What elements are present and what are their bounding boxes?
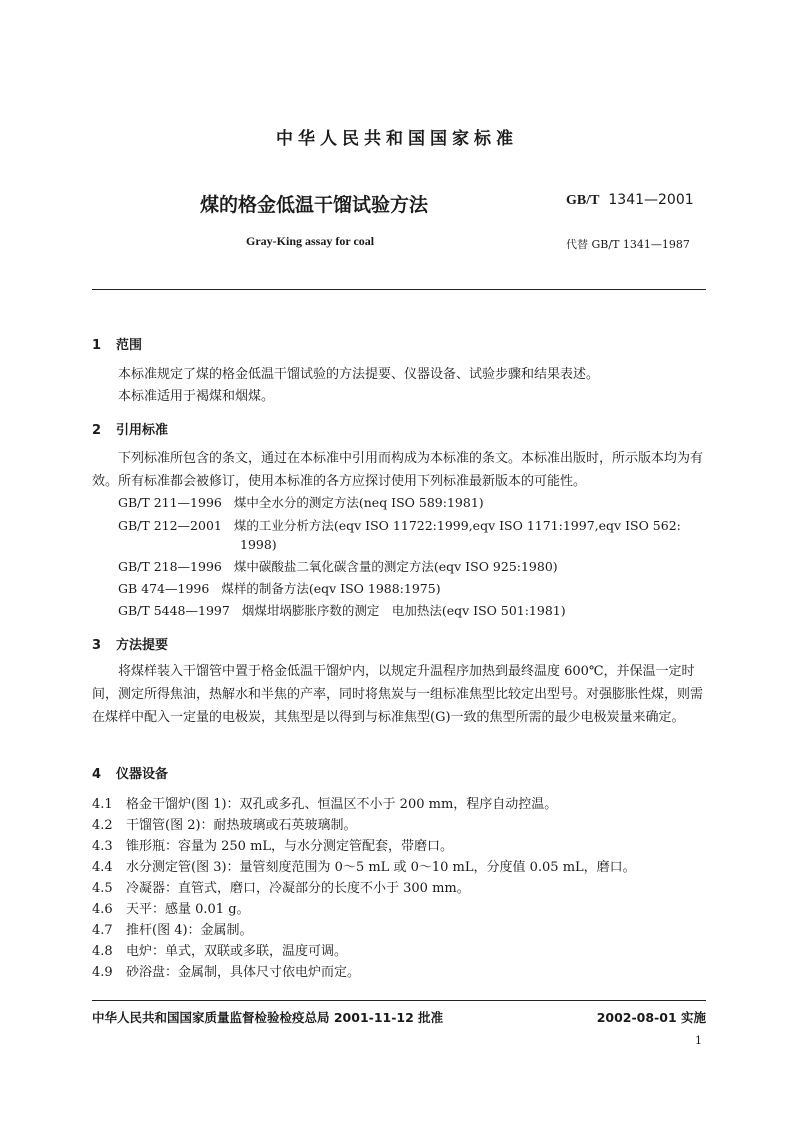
section-title: 方法提要 (116, 638, 169, 653)
item-number: 4.4 (92, 860, 113, 875)
item-number: 4.6 (92, 902, 113, 917)
section-title: 仪器设备 (116, 767, 169, 782)
section-2-paragraph-1: 下列标准所包含的条文，通过在本标准中引用而构成为本标准的条文。本标准出版时，所示版本均为有效。所有标准都会被修订，使用本标准的各方应探讨使用下列标准最新版本的可能性。 (92, 451, 704, 489)
reference-item (118, 493, 484, 511)
reference-code: GB/T 211—1996 (118, 495, 222, 510)
equipment-item (92, 919, 253, 938)
reference-title: 煤中全水分的测定方法(neq ISO 589:1981) (233, 495, 484, 510)
item-text: 干馏管(图 2)：耐热玻璃或石英玻璃制。 (126, 818, 357, 833)
item-number: 4.2 (92, 818, 113, 833)
section-1-paragraph-1: 本标准规定了煤的格金低温干馏试验的方法提要、仪器设备、试验步骤和结果表述。 (118, 367, 600, 382)
page-number: 1 (695, 1034, 702, 1047)
reference-code: GB/T 212—2001 (118, 518, 222, 533)
document-title-cn: 煤的格金低温干馏试验方法 (200, 194, 429, 216)
section-3-heading (92, 634, 168, 653)
item-number: 4.7 (92, 923, 113, 938)
footer-divider (92, 1000, 706, 1001)
item-text: 锥形瓶：容量为 250 mL，与水分测定管配套，带磨口。 (126, 839, 454, 854)
reference-title: 煤的工业分析方法(eqv ISO 11722:1999,eqv ISO 1171:1997,eqv ISO 562: (233, 518, 681, 533)
header-divider (92, 289, 706, 290)
item-text: 天平：感量 0.01 g。 (126, 902, 250, 917)
standard-prefix: GB/T (566, 193, 600, 208)
equipment-item (92, 961, 360, 980)
section-number: 3 (92, 638, 102, 653)
document-title-en: Gray-King assay for coal (246, 234, 375, 248)
section-3-paragraph-1: 将煤样装入干馏管中置于格金低温干馏炉内，以规定升温程序加热到最终温度 600℃，并保温一定时间，测定所得焦油，热解水和半焦的产率，同时将焦炭与一组标准焦型比较定出型号。对强膨胀性煤，则需在煤样中配入一定量的电极炭，其焦型是以得到与标准焦型(G)一致的焦型所需的最少电极炭量来确定。 (92, 664, 704, 725)
equipment-item (92, 793, 557, 812)
equipment-item (92, 898, 250, 917)
reference-title: 煤样的制备方法(eqv ISO 1988:1975) (221, 581, 441, 596)
replaces-standard: 代替 GB/T 1341—1987 (566, 238, 690, 251)
reference-title: 煤中碳酸盐二氧化碳含量的测定方法(eqv ISO 925:1980) (233, 559, 558, 574)
item-number: 4.8 (92, 944, 113, 959)
reference-title: 烟煤坩埚膨胀序数的测定 电加热法(eqv ISO 501:1981) (241, 603, 566, 618)
item-number: 4.3 (92, 839, 113, 854)
item-number: 4.1 (92, 797, 113, 812)
section-number: 4 (92, 767, 102, 782)
section-number: 1 (92, 338, 102, 353)
reference-item (118, 579, 441, 597)
reference-item (118, 557, 558, 575)
section-1-heading (92, 334, 142, 353)
equipment-item (92, 814, 357, 833)
item-number: 4.5 (92, 881, 113, 896)
reference-title-continuation: 1998) (240, 537, 277, 552)
section-title: 引用标准 (116, 423, 169, 438)
section-4-heading (92, 763, 168, 782)
national-standard-heading: 中华人民共和国国家标准 (276, 129, 518, 149)
item-text: 砂浴盘：金属制，具体尺寸依电炉而定。 (126, 965, 361, 980)
equipment-item (92, 856, 636, 875)
reference-code: GB 474—1996 (118, 581, 210, 596)
standard-number-value: 1341—2001 (608, 192, 694, 208)
equipment-item (92, 940, 347, 959)
reference-code: GB/T 218—1996 (118, 559, 222, 574)
reference-item (118, 601, 566, 619)
section-number: 2 (92, 423, 102, 438)
section-title: 范围 (116, 338, 143, 353)
section-2-heading (92, 419, 168, 438)
approval-statement: 中华人民共和国国家质量监督检验检疫总局 2001-11-12 批准 (92, 1010, 444, 1025)
item-text: 格金干馏炉(图 1)：双孔或多孔、恒温区不小于 200 mm，程序自动控温。 (126, 797, 558, 812)
implementation-date: 2002-08-01 实施 (596, 1010, 706, 1025)
reference-item (118, 516, 681, 534)
item-text: 电炉：单式，双联或多联，温度可调。 (126, 944, 348, 959)
reference-code: GB/T 5448—1997 (118, 603, 230, 618)
item-text: 冷凝器：直管式，磨口，冷凝部分的长度不小于 300 mm。 (126, 881, 470, 896)
equipment-item (92, 835, 453, 854)
standard-number (566, 192, 694, 209)
section-1-paragraph-2: 本标准适用于褐煤和烟煤。 (118, 389, 275, 404)
equipment-item (92, 877, 470, 896)
item-text: 水分测定管(图 3)：量管刻度范围为 0～5 mL 或 0～10 mL，分度值 0.05 mL，磨口。 (126, 860, 636, 875)
item-text: 推杆(图 4)：金属制。 (126, 923, 253, 938)
item-number: 4.9 (92, 965, 113, 980)
